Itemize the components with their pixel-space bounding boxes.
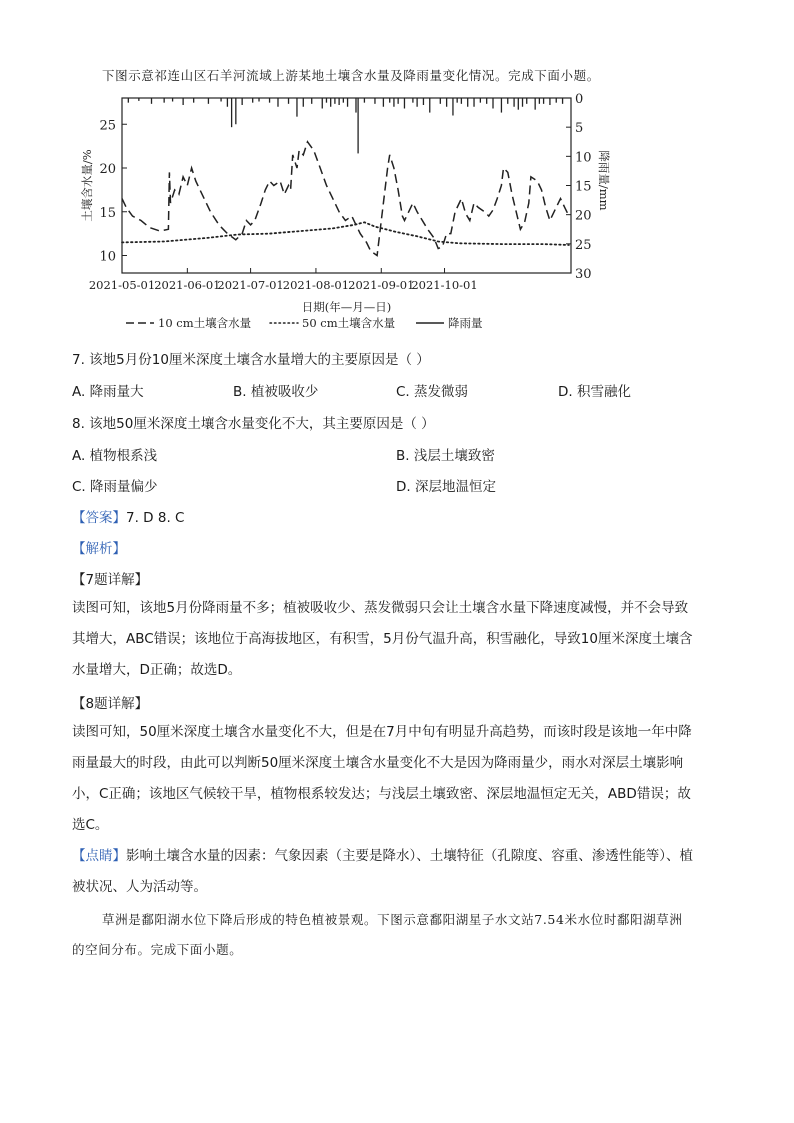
detail-7-line-2: 其增大，ABC错误；该地位于高海拔地区，有积雪，5月份气温升高，积雪融化，导致10厘米深度土壤含	[72, 631, 693, 647]
left-tick-label-0: 10	[99, 249, 116, 265]
detail-7-title: 【7题详解】	[72, 572, 149, 588]
tip-label: 【点睛】	[72, 848, 126, 864]
intro2-line-1: 草洲是鄱阳湖水位下降后形成的特色植被景观。下图示意鄱阳湖星子水文站7.54米水位时鄱阳湖草洲	[102, 912, 683, 927]
detail-7-line-3: 水量增大，D正确；故选D。	[72, 662, 242, 678]
question-8-option-c[interactable]: C. 降雨量偏少	[72, 479, 158, 495]
question-7-option-b[interactable]: B. 植被吸收少	[233, 384, 319, 400]
series-1-line	[122, 222, 569, 245]
question-8-option-d[interactable]: D. 深层地温恒定	[396, 479, 496, 495]
plot-frame	[122, 98, 571, 273]
right-tick-label-2: 10	[575, 150, 592, 166]
answer-line	[72, 506, 184, 526]
answer-text: 7. D 8. C	[126, 510, 185, 526]
question-7-option-d[interactable]: D. 积雪融化	[558, 384, 631, 400]
detail-8-title: 【8题详解】	[72, 696, 149, 712]
intro-text: 下图示意祁连山区石羊河流域上游某地土壤含水量及降雨量变化情况。完成下面小题。	[102, 68, 600, 83]
question-8-option-b[interactable]: B. 浅层土壤致密	[396, 448, 495, 464]
detail-7-line-1: 读图可知，该地5月份降雨量不多；植被吸收少、蒸发微弱只会让土壤含水量下降速度减慢，并不会导致	[72, 600, 689, 616]
tip-text: 影响土壤含水量的因素：气象因素（主要是降水）、土壤特征（孔隙度、容重、渗透性能等）、植	[126, 848, 693, 864]
left-tick-label-3: 25	[99, 118, 116, 134]
x-tick-label-2: 2021-07-01	[217, 278, 284, 292]
x-tick-label-3: 2021-08-01	[282, 278, 350, 292]
detail-8-line-3: 小，C正确；该地区气候较干旱，植物根系较发达；与浅层土壤致密、深层地温恒定无关，ABD错误；故	[72, 786, 691, 802]
left-tick-label-2: 20	[99, 162, 116, 177]
x-axis-label: 日期(年—月—日)	[301, 300, 392, 314]
question-8-stem: 8. 该地50厘米深度土壤含水量变化不大，其主要原因是（ ）	[72, 416, 435, 432]
detail-8-line-1: 读图可知，50厘米深度土壤含水量变化不大，但是在7月中旬有明显升高趋势，而该时段是该地一年中降	[72, 724, 692, 740]
legend-label-0: 10 cm土壤含水量	[158, 316, 252, 330]
intro2-line-2: 的空间分布。完成下面小题。	[72, 942, 243, 957]
right-tick-label-4: 20	[575, 208, 592, 224]
right-tick-label-3: 15	[575, 179, 592, 195]
x-tick-label-0: 2021-05-01	[88, 278, 156, 292]
question-7-option-c[interactable]: C. 蒸发微弱	[396, 384, 469, 400]
detail-8-line-2: 雨量最大的时段，由此可以判断50厘米深度土壤含水量变化不大是因为降雨量少，雨水对深层土壤影响	[72, 755, 684, 771]
analysis-label: 【解析】	[72, 541, 126, 557]
tip-line-2: 被状况、人为活动等。	[72, 879, 207, 895]
right-tick-label-1: 5	[575, 121, 584, 137]
right-tick-label-6: 30	[575, 267, 592, 282]
soil-moisture-rainfall-chart	[0, 0, 794, 345]
x-tick-label-1: 2021-06-01	[154, 278, 221, 292]
tip-block	[72, 841, 693, 903]
tip-line-1	[72, 841, 693, 872]
legend-label-1: 50 cm土壤含水量	[302, 316, 396, 330]
right-tick-label-5: 25	[575, 237, 592, 253]
x-tick-label-5: 2021-10-01	[411, 278, 478, 292]
x-tick-label-4: 2021-09-01	[348, 278, 415, 292]
answer-label: 【答案】	[72, 510, 126, 526]
detail-8-line-4: 选C。	[72, 817, 109, 833]
right-axis-label: 降雨量/mm	[597, 150, 611, 211]
question-8-option-a[interactable]: A. 植物根系浅	[72, 448, 158, 464]
question-7-stem: 7. 该地5月份10厘米深度土壤含水量增大的主要原因是（ ）	[72, 352, 430, 368]
legend-label-2: 降雨量	[448, 316, 483, 330]
left-tick-label-1: 15	[99, 205, 116, 221]
detail-7-body	[72, 593, 692, 686]
question-7-option-a[interactable]: A. 降雨量大	[72, 384, 144, 400]
series-0-line	[122, 142, 569, 256]
right-tick-label-0: 0	[575, 92, 584, 107]
detail-8-body	[72, 717, 692, 841]
left-axis-label: 土壤含水量/%	[80, 149, 94, 222]
